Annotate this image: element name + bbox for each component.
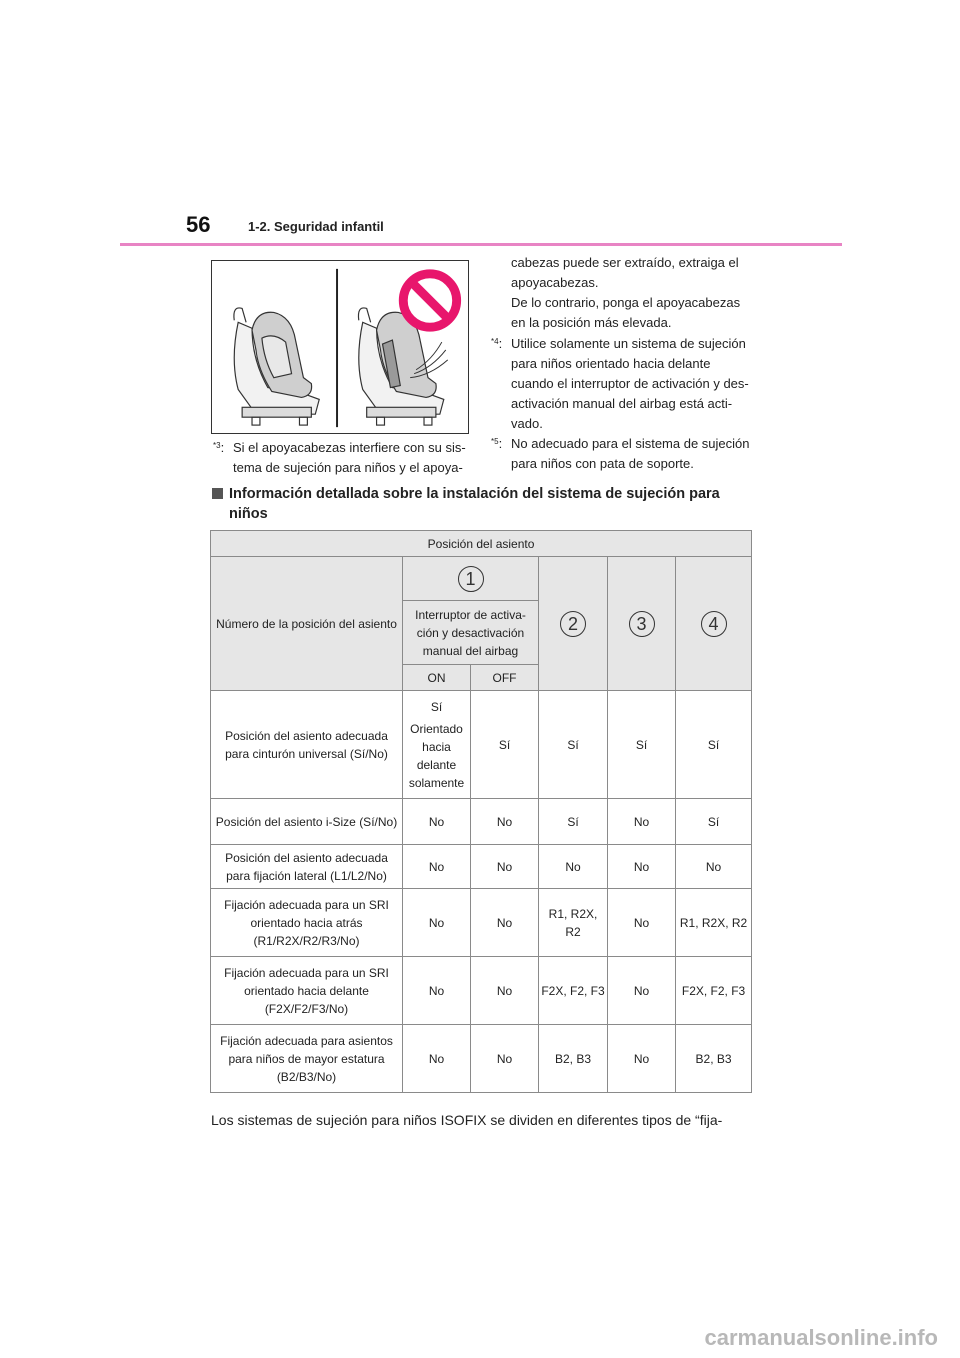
seat-2-number: 2	[560, 611, 586, 637]
cell-seat-4: Sí	[676, 691, 752, 799]
section-title: 1-2. Seguridad infantil	[248, 219, 384, 234]
cell-seat-2: Sí	[539, 691, 608, 799]
footnote-4	[491, 334, 753, 434]
cell-seat-3: No	[608, 1025, 676, 1093]
cell-seat-2: Sí	[539, 799, 608, 845]
table-row	[211, 691, 752, 799]
footnote-3	[213, 438, 469, 478]
cell-seat-4: No	[676, 845, 752, 889]
footnote-3-cont-line-2: De lo contrario, ponga el apoyacabezas en la posición más elevada.	[511, 295, 741, 330]
seat-with-child-seat-left	[234, 308, 319, 425]
row-label: Posición del asiento i-Size (Sí/No)	[211, 799, 403, 845]
cell-seat-2: R1, R2X, R2	[539, 889, 608, 957]
cell-off: No	[471, 799, 539, 845]
cell-on: No	[403, 799, 471, 845]
body-paragraph: Los sistemas de sujeción para niños ISOFIX se dividen en diferentes tipos de “fija-	[211, 1112, 723, 1128]
page-number: 56	[186, 212, 211, 237]
footnote-5-text: No adecuado para el sistema de sujeción para niños con pata de soporte.	[511, 436, 750, 471]
prohibition-icon	[403, 274, 456, 327]
row-label: Posición del asiento adecuada para cinturón universal (Sí/No)	[211, 691, 403, 799]
subheading-text: Información detallada sobre la instalación del sistema de sujeción para niños	[229, 486, 720, 522]
cell-on-note: Orientado hacia delante solamente	[408, 721, 465, 790]
cell-off: No	[471, 845, 539, 889]
cell-on: No	[403, 957, 471, 1025]
seat-number-header: Número de la posición del asiento	[211, 557, 403, 691]
seat-3-number: 3	[629, 611, 655, 637]
seat-1-header	[403, 557, 539, 601]
cell-seat-2: F2X, F2, F3	[539, 957, 608, 1025]
headrest-illustration	[211, 260, 469, 434]
table-row	[211, 1025, 752, 1093]
footnote-4-text: Utilice solamente un sistema de sujeción para niños orientado hacia delante cuando el interruptor de activación y des-activación manual del airbag está acti-vado.	[511, 336, 749, 431]
cell-off: No	[471, 957, 539, 1025]
cell-seat-3: No	[608, 889, 676, 957]
footnote-3-mark: $^{*3}$:	[213, 440, 225, 455]
airbag-on-header: ON	[403, 665, 471, 691]
seat-position-table	[210, 530, 752, 1093]
watermark[interactable]: carmanualsonline.info	[704, 1325, 938, 1350]
footnote-4-mark: $^{*4}$:	[491, 336, 503, 351]
seat-1-number: 1	[458, 566, 484, 592]
cell-seat-2: No	[539, 845, 608, 889]
seat-4-header	[676, 557, 752, 691]
row-label: Fijación adecuada para un SRI orientado hacia delante (F2X/F2/F3/No)	[211, 957, 403, 1025]
row-label: Posición del asiento adecuada para fijación lateral (L1/L2/No)	[211, 845, 403, 889]
cell-off: Sí	[471, 691, 539, 799]
header-rule	[120, 243, 842, 246]
cell-on: No	[403, 845, 471, 889]
cell-seat-3: No	[608, 845, 676, 889]
cell-off: No	[471, 1025, 539, 1093]
cell-seat-4: B2, B3	[676, 1025, 752, 1093]
table-row	[211, 889, 752, 957]
footnote-5-mark: $^{*5}$:	[491, 436, 503, 451]
cell-seat-3: No	[608, 799, 676, 845]
square-bullet-icon	[212, 488, 223, 499]
footnote-3-continuation	[511, 253, 751, 333]
seat-2-header	[539, 557, 608, 691]
cell-off: No	[471, 889, 539, 957]
footnote-3-text: Si el apoyacabezas interfiere con su sis-tema de sujeción para niños y el apoya-	[233, 440, 466, 475]
cell-on	[403, 691, 471, 799]
seat-3-header	[608, 557, 676, 691]
cell-seat-3: Sí	[608, 691, 676, 799]
row-label: Fijación adecuada para asientos para niños de mayor estatura (B2/B3/No)	[211, 1025, 403, 1093]
cell-on: No	[403, 889, 471, 957]
table-row	[211, 799, 752, 845]
cell-on-value: Sí	[430, 699, 443, 714]
cell-seat-3: No	[608, 957, 676, 1025]
cell-seat-4: Sí	[676, 799, 752, 845]
cell-seat-4: R1, R2X, R2	[676, 889, 752, 957]
table-row	[211, 845, 752, 889]
subheading	[212, 484, 752, 524]
seat-4-number: 4	[701, 611, 727, 637]
footnote-3-cont-line-1: cabezas puede ser extraído, extraiga el apoyacabezas.	[511, 255, 739, 290]
cell-seat-4: F2X, F2, F3	[676, 957, 752, 1025]
airbag-switch-header: Interruptor de activa-ción y desactivación manual del airbag	[403, 601, 539, 665]
airbag-off-header: OFF	[471, 665, 539, 691]
cell-seat-2: B2, B3	[539, 1025, 608, 1093]
table-title: Posición del asiento	[211, 531, 752, 557]
table-row	[211, 957, 752, 1025]
footnote-5	[491, 434, 753, 474]
row-label: Fijación adecuada para un SRI orientado hacia atrás (R1/R2X/R2/R3/No)	[211, 889, 403, 957]
cell-on: No	[403, 1025, 471, 1093]
